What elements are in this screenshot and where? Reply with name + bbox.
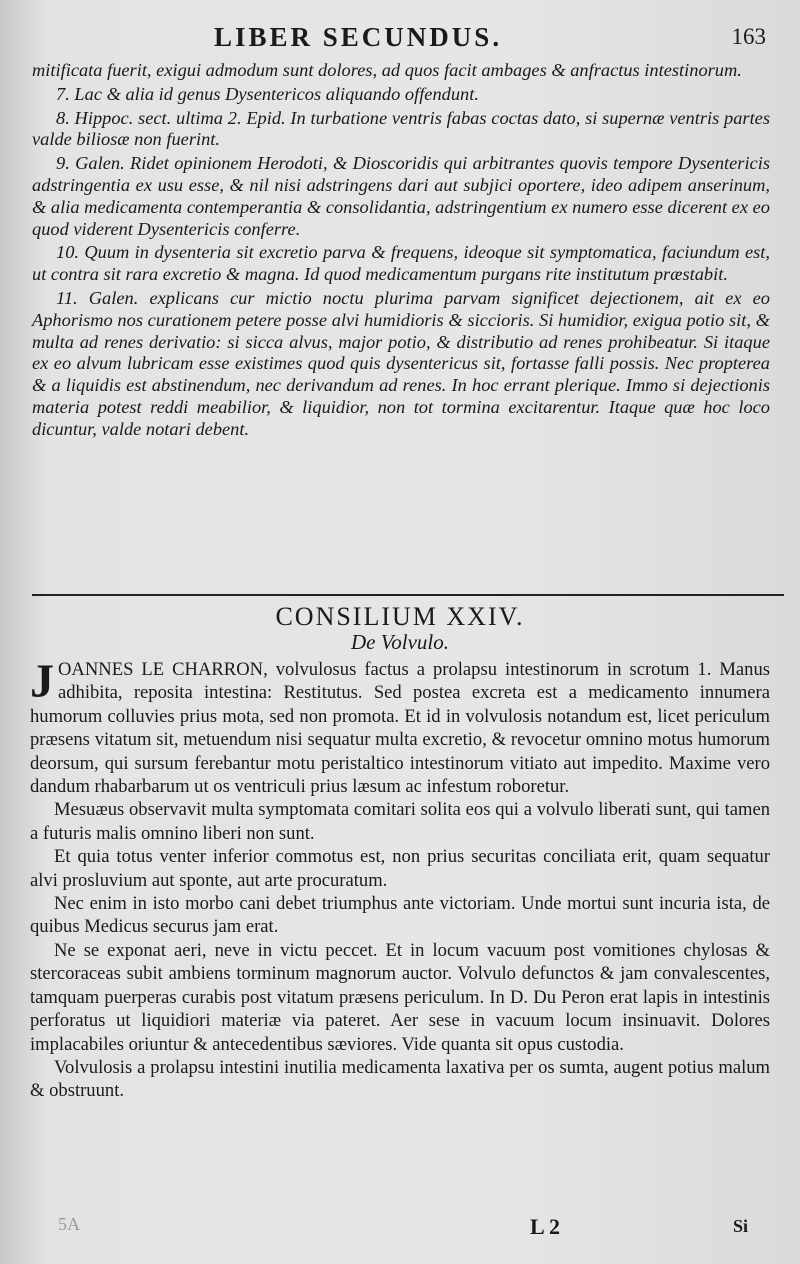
- body-paragraph: Volvulosis a prolapsu intestini inutilia medicamenta laxativa per os sumta, augent potius malum & obstruunt.: [30, 1056, 770, 1102]
- body-paragraph: Nec enim in isto morbo cani debet triumphus ante victoriam. Unde mortui sunt incuria ista, de quibus Medicus securus jam erat.: [30, 893, 770, 938]
- drop-cap: J: [30, 655, 54, 708]
- patient-name: OANNES LE CHARRON: [58, 659, 264, 680]
- note-paragraph: mitificata fuerit, exigui admodum sunt dolores, ad quos facit ambages & anfractus intestinorum.: [32, 60, 742, 80]
- note-paragraph: 8. Hippoc. sect. ultima 2. Epid. In turbatione ventris fabas coctas dato, si supernæ ventris partes valde biliosæ non fuerint.: [32, 107, 770, 150]
- consilium-body: [30, 655, 770, 1103]
- section-divider: [32, 594, 784, 596]
- running-head: LIBER SECUNDUS.: [214, 22, 503, 52]
- page-footer: [0, 1214, 800, 1244]
- page-header: [0, 22, 800, 54]
- first-paragraph: [30, 655, 770, 798]
- page-number: 163: [731, 24, 766, 49]
- note-paragraph: 10. Quum in dysenteria sit excretio parva & frequens, ideoque sit symptomatica, faciundum est, ut contra sit rara excretio & magna. Id quod medicamentum purgans rite institutum præstabit.: [32, 242, 770, 285]
- note-paragraph: 7. Lac & alia id genus Dysentericos aliquando offendunt.: [56, 83, 479, 104]
- signature-mark: L 2: [530, 1214, 560, 1239]
- catchword: Si: [733, 1216, 749, 1236]
- body-paragraph: Et quia totus venter inferior commotus est, non prius securitas conciliata erit, quam sequatur alvi prosluvium aut sponte, aut arte procuratum.: [30, 846, 770, 891]
- note-paragraph: 11. Galen. explicans cur mictio noctu plurima parvam significet dejectionem, ait ex eo Aphorismo nos curationem petere posse alvi humidioris & siccioris. Si humidior, exigua potio sit, & multa ad renes derivatio: si sicca alvus, major potio, & distributio ad renes prohibeatur. Si itaque ex eo alvum lubricam esse existimes quod quis dysentericus sit, fortasse falli possis. Nec propterea & a liquidis est abstinendum, nec derivandum ad renes. In hoc errant plerique. Immo si dejectionis materia potest reddi meabilior, & liquidior, non tot tormina excitarentur. Itaque quæ hoc loco dicuntur, valde notari debent.: [32, 287, 770, 439]
- consilium-subtitle: De Volvulo.: [351, 630, 449, 654]
- consilium-title: CONSILIUM XXIV.: [275, 602, 525, 631]
- note-paragraph: 9. Galen. Ridet opinionem Herodoti, & Dioscoridis qui arbitrantes quovis tempore Dysentericis adstringentia ex usu esse, & nil nisi adstringens dari aut subjici oportere, ideo adipem anserinum, & alia medicamenta contemperantia & consolidantia, adstringentium ex numero esse dicerent ex eo quod viderent Dysentericis conferre.: [32, 153, 770, 239]
- bleed-through-mark: 5A: [58, 1214, 80, 1234]
- body-paragraph: Ne se exponat aeri, neve in victu peccet. Et in locum vacuum post vomitiones chylosas & stercoraceas subit ambiens torminum magnorum auctor. Volvulo defunctos & jam convalescentes, tamquam puerperas curabis post vitatum præsens periculum. In D. Du Peron erat lapis in intestinis perforatus ut liquidiori materiæ via pateret. Aer sese in vacuum locum insinuavit. Dolores implacabiles oriuntur & antecedentibus sæviores. Vide quanta sit opus custodia.: [30, 939, 770, 1055]
- notes-section: [32, 60, 770, 443]
- first-paragraph-text: , volvulosus factus a prolapsu intestinorum in scrotum 1. Manus adhibita, reposita intestina: Restitutus. Sed postea excreta est a medicamento innumera humorum colluvies prius mota, sed non promota. Et id in volvulosis notandum est, licet periculum præsens vitatum sit, metuendum nisi sequatur multa excretio, & revocetur omnino motus humorum deorsum, qui sursum ferebantur motu peristaltico intestinorum vitiato aut impedito. Maxime vero dandum rhabarbarum ut os ventriculi prius læsum ac infestum roboretur.: [30, 659, 770, 798]
- body-paragraph: Mesuæus observavit multa symptomata comitari solita eos qui a volvulo liberati sunt, qui tamen a futuris malis omnino liberi non sunt.: [30, 799, 770, 844]
